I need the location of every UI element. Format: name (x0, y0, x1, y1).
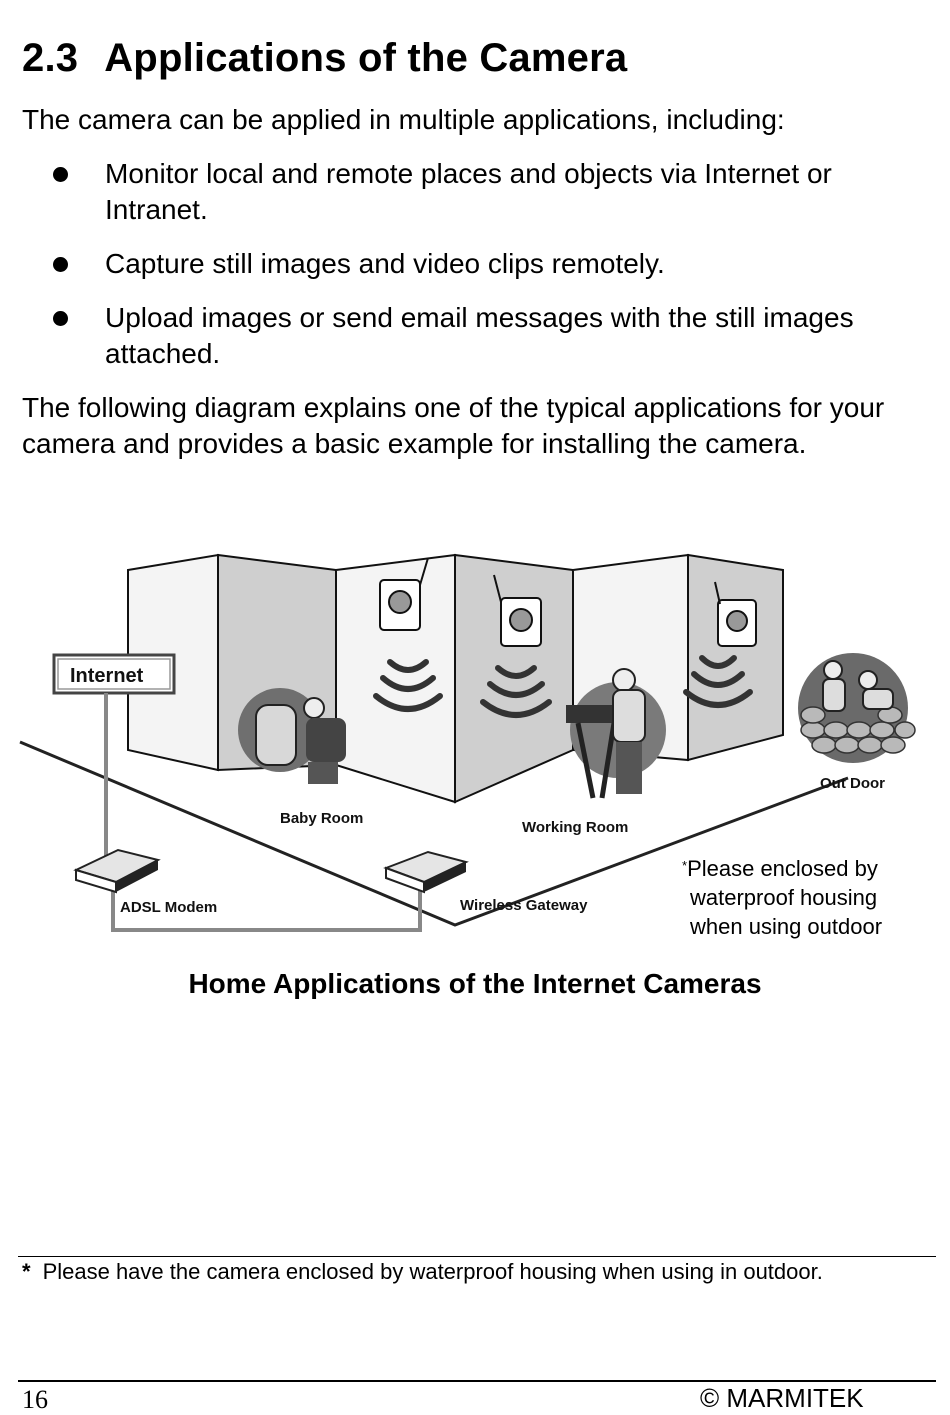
footnote-text: Please have the camera enclosed by waterproof housing when using in outdoor. (42, 1259, 823, 1284)
list-item (0, 156, 935, 228)
adsl-modem-label: ADSL Modem (120, 899, 218, 916)
diagram-caption: Home Applications of the Internet Cameras (188, 968, 762, 999)
page-number: 16 (22, 1385, 48, 1414)
bullet-icon (53, 257, 68, 272)
outdoor-note (682, 851, 882, 941)
footnote-divider (18, 1256, 936, 1257)
note-line: Please enclosed by (687, 856, 878, 881)
internet-label: Internet (70, 665, 144, 687)
wireless-gateway-device (386, 852, 466, 892)
note-star: * (682, 858, 688, 873)
section-number: 2.3 (22, 36, 79, 80)
bullet-text: Capture still images and video clips remotely. (105, 248, 665, 279)
list-item (0, 300, 935, 372)
applications-list (0, 156, 950, 372)
footnote-marker: * (22, 1259, 31, 1284)
section-title: Applications of the Camera (104, 36, 628, 80)
working-room-label: Working Room (522, 819, 629, 836)
section-heading (22, 36, 627, 81)
folding-walls (128, 555, 783, 802)
note-line: waterproof housing (690, 885, 878, 910)
out-door-label: Out Door (820, 775, 885, 792)
footer-divider (18, 1380, 936, 1382)
out-door-figure (798, 653, 915, 763)
copyright-text: © MARMITEK (700, 1383, 864, 1413)
adsl-modem-device (76, 850, 158, 892)
baby-room-label: Baby Room (280, 810, 364, 827)
footnote (22, 1258, 823, 1286)
note-line: when using outdoor (690, 914, 883, 939)
bullet-text: Upload images or send email messages with the still images attached. (105, 302, 854, 369)
bullet-text: Monitor local and remote places and objects via Internet or Intranet. (105, 158, 832, 225)
diagram-intro-text: The following diagram explains one of the typical applications for your camera and provides a basic example for installing the camera. (22, 392, 885, 459)
bullet-icon (53, 311, 68, 326)
wireless-gateway-label: Wireless Gateway (460, 897, 588, 914)
list-item (0, 246, 935, 282)
intro-text: The camera can be applied in multiple applications, including: (22, 104, 785, 135)
bullet-icon (53, 167, 68, 182)
